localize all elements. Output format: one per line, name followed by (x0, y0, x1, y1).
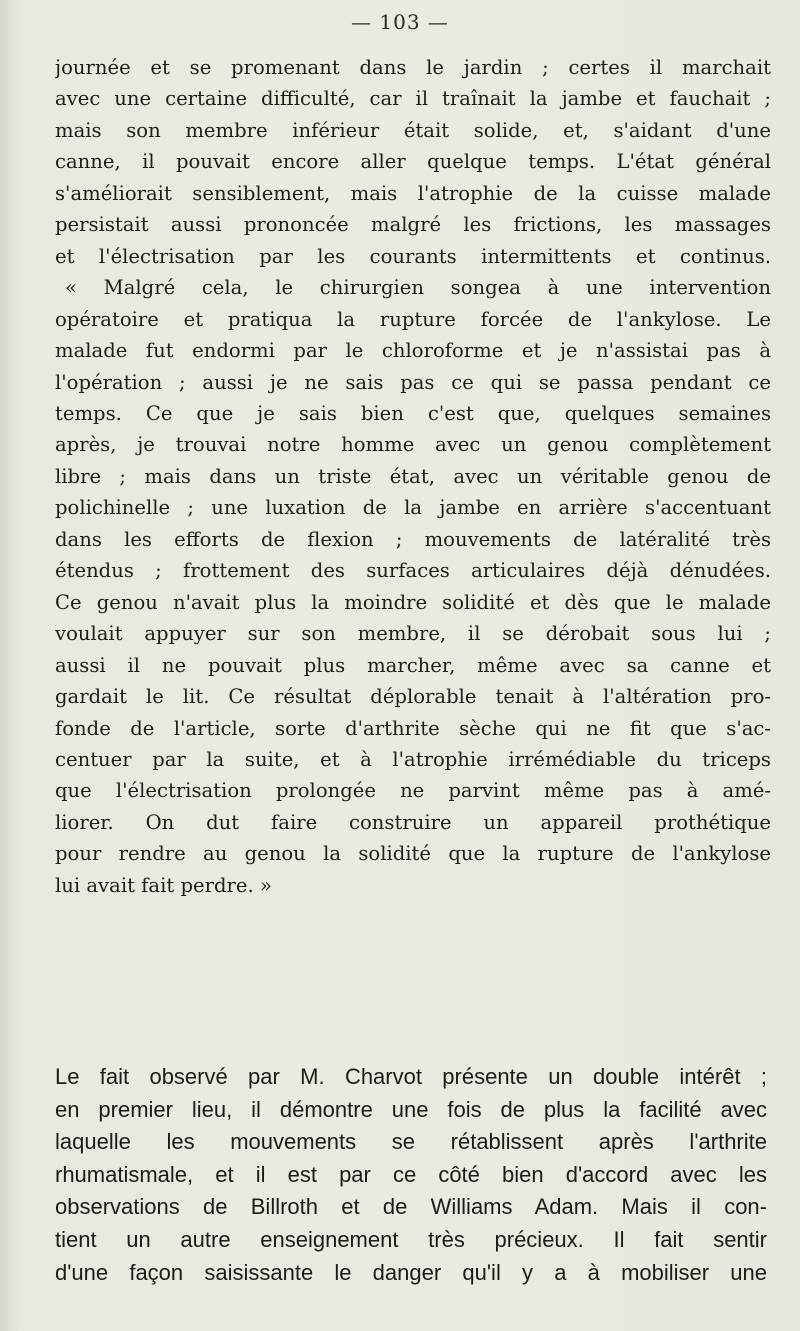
text-line: s'améliorait sensiblement, mais l'atrophie de la cuisse malade (55, 181, 771, 205)
commentary-line: d'une façon saisissante le danger qu'il y a à mobiliser une (55, 1259, 767, 1285)
text-line: aussi il ne pouvait plus marcher, même avec sa canne et (55, 653, 771, 677)
text-line: temps. Ce que je sais bien c'est que, quelques semaines (55, 401, 771, 425)
text-line: polichinelle ; une luxation de la jambe en arrière s'accentuant (55, 496, 771, 520)
text-line: canne, il pouvait encore aller quelque temps. L'état général (55, 150, 771, 174)
text-line: malade fut endormi par le chloroforme et je n'assistai pas à (55, 339, 771, 363)
text-line: fonde de l'article, sorte d'arthrite sèche qui ne fit que s'ac- (55, 716, 771, 740)
commentary-line: rhumatismale, et il est par ce côté bien d'accord avec les (55, 1161, 767, 1187)
text-line: liorer. On dut faire construire un appareil prothétique (55, 810, 771, 834)
commentary-line: laquelle les mouvements se rétablissent après l'arthrite (55, 1129, 767, 1155)
text-line: voulait appuyer sur son membre, il se dérobait sous lui ; (55, 622, 771, 646)
text-line: dans les efforts de flexion ; mouvements de latéralité très (55, 527, 771, 551)
text-line: lui avait fait perdre. » (55, 873, 272, 897)
text-line: libre ; mais dans un triste état, avec un véritable genou de (55, 464, 771, 488)
text-line: centuer par la suite, et à l'atrophie irrémédiable du triceps (55, 747, 771, 771)
text-line: que l'électrisation prolongée ne parvint même pas à amé- (55, 779, 771, 803)
text-line: journée et se promenant dans le jardin ; certes il marchait (55, 56, 771, 79)
text-line: pour rendre au genou la solidité que la rupture de l'ankylose (55, 842, 771, 866)
text-line: mais son membre inférieur était solide, et, s'aidant d'une (55, 118, 771, 142)
commentary-line: tient un autre enseignement très précieux. Il fait sentir (55, 1226, 767, 1252)
text-line: persistait aussi prononcée malgré les frictions, les massages (55, 213, 771, 237)
quoted-case-text (55, 52, 771, 901)
text-line: Ce genou n'avait plus la moindre solidité et dès que le malade (55, 590, 771, 614)
text-line: étendus ; frottement des surfaces articulaires déjà dénudées. (55, 559, 771, 583)
commentary-line: en premier lieu, il démontre une fois de plus la facilité avec (55, 1096, 767, 1122)
text-line: avec une certaine difficulté, car il traînait la jambe et fauchait ; (55, 87, 771, 111)
author-commentary (55, 1061, 767, 1289)
text-line: gardait le lit. Ce résultat déplorable tenait à l'altération pro- (55, 685, 771, 709)
commentary-line: observations de Billroth et de Williams Adam. Mais il con- (55, 1194, 767, 1220)
text-line: l'opération ; aussi je ne sais pas ce qui se passa pendant ce (55, 370, 771, 394)
text-line: et l'électrisation par les courants intermittents et continus. (55, 244, 771, 268)
text-line: opératoire et pratiqua la rupture forcée de l'ankylose. Le (55, 307, 771, 331)
commentary-line: Le fait observé par M. Charvot présente un double intérêt ; (55, 1064, 767, 1089)
text-line: « Malgré cela, le chirurgien songea à une intervention (65, 276, 771, 300)
text-line: après, je trouvai notre homme avec un genou complètement (55, 433, 771, 457)
page-number: — 103 — (351, 10, 449, 34)
